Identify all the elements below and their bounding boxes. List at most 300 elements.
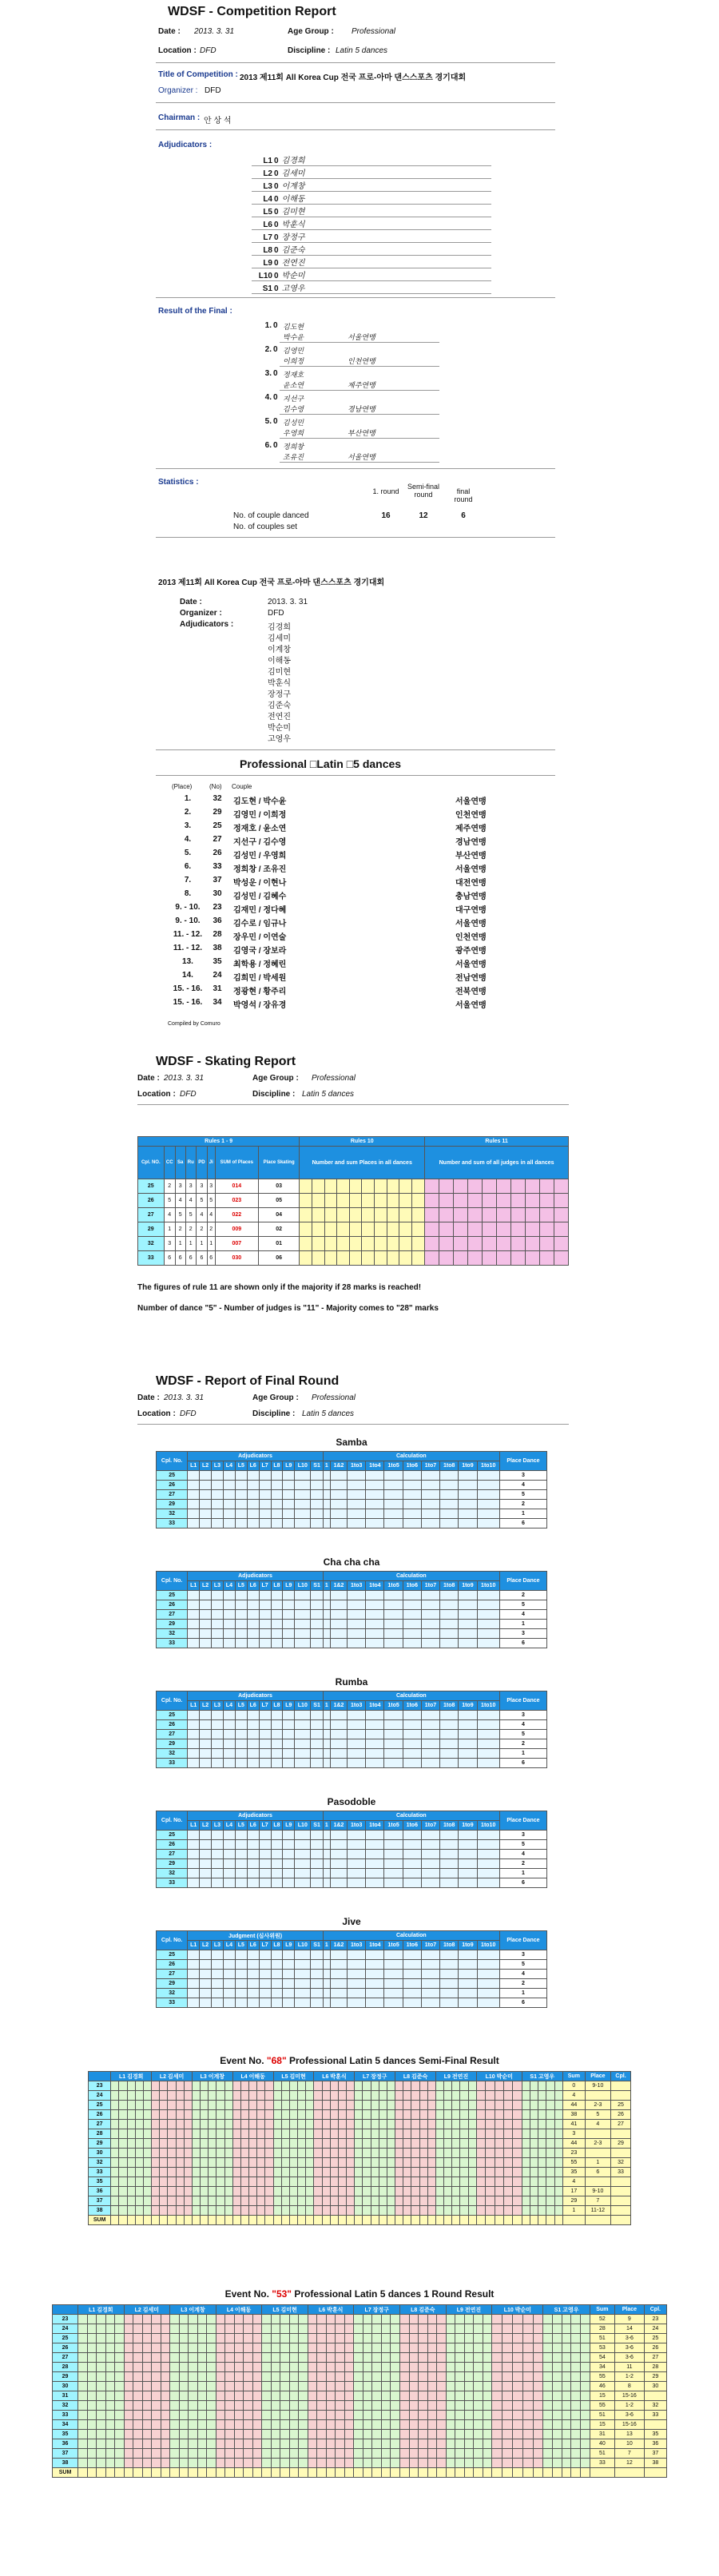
mark-cell — [437, 2353, 447, 2363]
mark-cell — [533, 2363, 543, 2372]
mark-cell — [189, 2420, 198, 2430]
mark-cell — [446, 2391, 455, 2401]
adjudicator-code-suffix: 0 — [274, 259, 279, 268]
judge-mark — [200, 1600, 212, 1610]
dance-place: 5 — [207, 1194, 215, 1208]
mark-cell — [562, 2343, 571, 2353]
mark-cell — [371, 2177, 379, 2187]
mark-cell — [78, 2459, 88, 2468]
calc-cell — [403, 1620, 421, 1629]
mark-cell — [530, 2110, 538, 2120]
mark-cell — [289, 2081, 297, 2091]
mark-cell — [142, 2324, 152, 2334]
mark-cell — [460, 2158, 468, 2168]
mark-cell — [436, 2149, 444, 2158]
judge-mark — [200, 1490, 212, 1500]
mark-cell — [184, 2177, 192, 2187]
mark-cell — [379, 2158, 387, 2168]
mark-cell — [400, 2382, 410, 2391]
dance-place: 5 — [164, 1194, 175, 1208]
place-skating: 01 — [258, 1237, 299, 1251]
mark-cell — [161, 2334, 170, 2343]
mark-cell — [476, 2101, 485, 2110]
mark-cell — [289, 2411, 299, 2420]
judge-mark — [212, 1970, 224, 1979]
calc-cell — [384, 1840, 403, 1850]
cpl-no: 25 — [157, 1831, 188, 1840]
mark-cell — [179, 2315, 189, 2324]
mark-cell — [543, 2391, 553, 2401]
mark-cell — [133, 2401, 143, 2411]
cpl-no: 28 — [53, 2363, 78, 2372]
result-partner-2: 김수영 — [283, 405, 304, 413]
mark-cell — [437, 2449, 447, 2459]
calc-cell — [421, 1739, 439, 1749]
mark-cell — [152, 2420, 161, 2430]
rule11-cell — [439, 1208, 454, 1222]
mark-cell — [381, 2449, 391, 2459]
right-header: Place — [585, 2072, 610, 2081]
judge-header: L2 김세미 — [152, 2072, 193, 2081]
calc-col: 1 — [323, 1701, 330, 1711]
judge-mark — [283, 1720, 295, 1730]
mark-cell — [197, 2401, 207, 2411]
calc-cell — [477, 1509, 499, 1519]
mark-cell — [486, 2196, 495, 2206]
mark-cell — [395, 2101, 403, 2110]
mark-cell — [280, 2411, 290, 2420]
dance-row — [157, 1629, 547, 1639]
sum-cell — [179, 2468, 189, 2478]
rule10-cell — [337, 1251, 350, 1266]
rule10-cell — [399, 1251, 412, 1266]
mark-cell — [289, 2101, 297, 2110]
mark-cell — [427, 2091, 435, 2101]
mark-cell — [184, 2101, 192, 2110]
mark-cell — [436, 2158, 444, 2168]
rl-no: 38 — [213, 944, 222, 952]
mark-cell — [363, 2343, 372, 2353]
mark-cell — [135, 2120, 143, 2129]
calc-cell — [323, 1979, 330, 1989]
next-cpl-cell: 33 — [611, 2168, 631, 2177]
rl-place: 15. - 16. — [173, 998, 203, 1007]
results-list-section — [0, 559, 719, 1055]
rule11-cell — [425, 1194, 439, 1208]
mark-cell — [446, 2430, 455, 2439]
mark-cell — [115, 2449, 125, 2459]
mark-cell — [409, 2459, 419, 2468]
calc-cell — [459, 1850, 477, 1859]
place-cell: 10 — [615, 2439, 645, 2449]
mark-cell — [513, 2091, 522, 2101]
calc-col: 1to5 — [384, 1821, 403, 1831]
mark-cell — [436, 2206, 444, 2216]
mark-cell — [135, 2101, 143, 2110]
judge-mark — [188, 1600, 200, 1610]
mark-cell — [372, 2430, 382, 2439]
mark-cell — [562, 2391, 571, 2401]
mark-cell — [492, 2411, 503, 2420]
mark-cell — [127, 2101, 135, 2110]
mark-cell — [338, 2081, 346, 2091]
mark-cell — [403, 2129, 411, 2139]
mark-cell — [111, 2206, 119, 2216]
mark-cell — [240, 2168, 248, 2177]
mark-cell — [553, 2420, 562, 2430]
mark-cell — [522, 2158, 530, 2168]
rl-no: 25 — [213, 821, 222, 830]
judge-mark — [295, 1620, 311, 1629]
rl-club: 대전연맹 — [455, 879, 487, 888]
mark-cell — [280, 2449, 290, 2459]
mark-cell — [371, 2139, 379, 2149]
cpl-header: Cpl. No. — [157, 1811, 188, 1831]
adjudicator-code-suffix: 0 — [274, 157, 279, 165]
mark-cell — [216, 2139, 224, 2149]
calc-cell — [348, 1878, 366, 1888]
calc-cell — [323, 1519, 330, 1529]
mark-cell — [201, 2081, 209, 2091]
mark-cell — [503, 2315, 513, 2324]
mark-cell — [97, 2449, 106, 2459]
judge-mark — [271, 1998, 283, 2008]
mark-cell — [317, 2334, 327, 2343]
calc-col: 1to4 — [366, 1941, 384, 1950]
mark-cell — [363, 2129, 371, 2139]
mark-cell — [207, 2439, 216, 2449]
mark-cell — [252, 2324, 262, 2334]
judge-mark — [188, 1970, 200, 1979]
rule11-cell — [554, 1251, 568, 1266]
calc-cell — [323, 1739, 330, 1749]
mark-cell — [419, 2129, 427, 2139]
mark-cell — [354, 2334, 363, 2343]
adjudicator-code-suffix: 0 — [274, 208, 279, 217]
judge-mark — [200, 1629, 212, 1639]
sum-cell — [322, 2216, 330, 2225]
mark-cell — [265, 2081, 273, 2091]
judge-mark — [235, 1998, 247, 2008]
cpl-no: 25 — [89, 2101, 111, 2110]
judge-col: L4 — [223, 1701, 235, 1711]
mark-cell — [201, 2177, 209, 2187]
dance-table — [156, 1571, 547, 1648]
calc-col: 1to10 — [477, 1941, 499, 1950]
place-dance: 3 — [499, 1831, 546, 1840]
sum-cell: 35 — [563, 2168, 586, 2177]
judge-mark — [311, 1591, 323, 1600]
mark-cell — [580, 2449, 590, 2459]
mark-cell — [379, 2187, 387, 2196]
mark-cell — [363, 2363, 372, 2372]
mark-cell — [299, 2363, 308, 2372]
mark-cell — [400, 2363, 410, 2372]
mark-cell — [262, 2430, 272, 2439]
mark-cell — [160, 2081, 168, 2091]
mark-cell — [257, 2091, 265, 2101]
mark-cell — [216, 2149, 224, 2158]
judge-mark — [223, 1869, 235, 1878]
mark-cell — [355, 2110, 363, 2120]
competition-report — [0, 0, 719, 551]
mark-cell — [280, 2391, 290, 2401]
event-title: Professional Latin 5 dances Semi-Final Result — [289, 2055, 499, 2066]
adjudicator-code-suffix: 0 — [274, 233, 279, 242]
mark-cell — [265, 2168, 273, 2177]
mark-cell — [492, 2334, 503, 2343]
next-cpl-cell: 33 — [644, 2411, 666, 2420]
mark-cell — [338, 2177, 346, 2187]
mark-cell — [427, 2110, 435, 2120]
mark-cell — [381, 2459, 391, 2468]
mark-cell — [192, 2101, 200, 2110]
mark-cell — [160, 2129, 168, 2139]
location-value: DFD — [200, 46, 216, 55]
cpl-no: 29 — [157, 1859, 188, 1869]
mark-cell — [354, 2391, 363, 2401]
mark-cell — [143, 2129, 151, 2139]
mark-cell — [189, 2363, 198, 2372]
mark-cell — [207, 2420, 216, 2430]
judge-mark — [212, 1998, 224, 2008]
sum-cell — [411, 2216, 419, 2225]
next-cpl-cell: 25 — [611, 2101, 631, 2110]
mark-cell — [299, 2449, 308, 2459]
calc-cell — [330, 1869, 347, 1878]
mark-cell — [111, 2168, 119, 2177]
mark-cell — [271, 2334, 280, 2343]
judge-col: L10 — [295, 1461, 311, 1471]
mark-cell — [192, 2110, 200, 2120]
rule11-cell — [496, 1194, 510, 1208]
rule11-cell — [454, 1237, 468, 1251]
mark-cell — [538, 2139, 546, 2149]
sum-places: 014 — [215, 1179, 258, 1194]
mark-cell — [338, 2120, 346, 2129]
calc-cell — [348, 1600, 366, 1610]
mark-cell — [476, 2187, 485, 2196]
rule11-cell — [467, 1194, 482, 1208]
judge-mark — [259, 1600, 271, 1610]
mark-cell — [437, 2420, 447, 2430]
mark-cell — [280, 2343, 290, 2353]
mark-cell — [546, 2091, 554, 2101]
judge-mark — [259, 1869, 271, 1878]
calc-cell — [477, 1998, 499, 2008]
mark-cell — [168, 2149, 176, 2158]
mark-cell — [322, 2110, 330, 2120]
calc-cell — [421, 1629, 439, 1639]
judge-mark — [311, 1859, 323, 1869]
calc-cell — [348, 1500, 366, 1509]
mark-cell — [495, 2110, 503, 2120]
calc-cell — [384, 1970, 403, 1979]
mark-cell — [115, 2420, 125, 2430]
judge-mark — [283, 1519, 295, 1529]
mark-cell — [87, 2315, 97, 2324]
skating-col: PD — [196, 1147, 207, 1179]
mark-cell — [78, 2449, 88, 2459]
rule10-cell — [312, 1251, 324, 1266]
judge-mark — [295, 1970, 311, 1979]
judge-mark — [271, 1500, 283, 1509]
mark-cell — [419, 2149, 427, 2158]
mark-cell — [224, 2187, 232, 2196]
dance-place: 2 — [196, 1222, 207, 1237]
judge-mark — [200, 1481, 212, 1490]
mark-cell — [306, 2187, 314, 2196]
sum-row — [89, 2216, 631, 2225]
mark-cell — [249, 2101, 257, 2110]
calc-cell — [440, 1500, 459, 1509]
mark-cell — [363, 2315, 372, 2324]
place-cell: 7 — [585, 2196, 610, 2206]
mark-cell — [446, 2411, 455, 2420]
mark-cell — [419, 2363, 428, 2372]
skating-col: Place Skating — [258, 1147, 299, 1179]
mark-cell — [571, 2401, 581, 2411]
mark-cell — [232, 2177, 240, 2187]
next-cpl-cell: 35 — [644, 2430, 666, 2439]
mark-cell — [105, 2343, 115, 2353]
result-row — [53, 2315, 667, 2324]
stat-row-label: No. of couple danced — [233, 511, 309, 520]
mark-cell — [232, 2158, 240, 2168]
sum-cell — [554, 2216, 562, 2225]
calc-cell — [459, 1989, 477, 1998]
calc-cell — [330, 1989, 347, 1998]
calc-cell — [348, 1970, 366, 1979]
calc-cell — [330, 1739, 347, 1749]
right-header: Cpl. — [644, 2305, 666, 2315]
rl-club: 전북연맹 — [455, 988, 487, 996]
judge-mark — [212, 1500, 224, 1509]
calc-col: 1&2 — [330, 1461, 347, 1471]
calc-cell — [384, 1960, 403, 1970]
mark-cell — [234, 2353, 244, 2363]
mark-cell — [444, 2168, 452, 2177]
calc-cell — [330, 1998, 347, 2008]
place-header: Place Dance — [499, 1931, 546, 1950]
mark-cell — [244, 2459, 253, 2468]
mark-cell — [105, 2411, 115, 2420]
mark-cell — [522, 2139, 530, 2149]
dance-name: Pasodoble — [327, 1796, 376, 1807]
mark-cell — [391, 2449, 400, 2459]
judge-header: L5 김미현 — [273, 2072, 314, 2081]
mark-cell — [452, 2196, 460, 2206]
mark-cell — [387, 2110, 395, 2120]
mark-cell — [192, 2158, 200, 2168]
mark-cell — [168, 2091, 176, 2101]
mark-cell — [152, 2439, 161, 2449]
result-place-suffix: 0 — [273, 345, 278, 354]
mark-cell — [326, 2343, 336, 2353]
result-club: 제주연맹 — [348, 381, 375, 389]
mark-cell — [189, 2372, 198, 2382]
mark-cell — [355, 2081, 363, 2091]
mark-cell — [298, 2120, 306, 2129]
mark-cell — [289, 2430, 299, 2439]
mark-cell — [257, 2120, 265, 2129]
mark-cell — [179, 2363, 189, 2372]
mark-cell — [330, 2110, 338, 2120]
sum-cell — [192, 2216, 200, 2225]
mark-cell — [411, 2187, 419, 2196]
mark-cell — [234, 2363, 244, 2372]
adjudicator-row — [252, 256, 491, 268]
judge-col: S1 — [311, 1581, 323, 1591]
mark-cell — [124, 2334, 133, 2343]
mark-cell — [513, 2187, 522, 2196]
mark-cell — [143, 2149, 151, 2158]
calc-cell — [384, 1629, 403, 1639]
judge-mark — [200, 1610, 212, 1620]
sum-cell — [224, 2216, 232, 2225]
result-place-suffix: 0 — [273, 321, 278, 330]
mark-cell — [160, 2206, 168, 2216]
rl-no: 24 — [213, 971, 222, 980]
judge-mark — [188, 1720, 200, 1730]
rule10-cell — [399, 1237, 412, 1251]
judge-col: L1 — [188, 1581, 200, 1591]
mark-cell — [486, 2139, 495, 2149]
mark-cell — [299, 2372, 308, 2382]
judge-mark — [235, 1970, 247, 1979]
mark-cell — [336, 2449, 345, 2459]
mark-cell — [322, 2139, 330, 2149]
judge-mark — [188, 1481, 200, 1490]
mark-cell — [553, 2353, 562, 2363]
judge-mark — [200, 1960, 212, 1970]
judge-mark — [283, 1831, 295, 1840]
calc-header: Calculation — [323, 1452, 499, 1461]
rule11-cell — [467, 1179, 482, 1194]
result-club: 부산연맹 — [348, 429, 375, 437]
rule10-cell — [312, 1194, 324, 1208]
mark-cell — [372, 2315, 382, 2324]
mark-cell — [152, 2091, 160, 2101]
mark-cell — [234, 2439, 244, 2449]
mark-cell — [271, 2372, 280, 2382]
calc-cell — [384, 1591, 403, 1600]
mark-cell — [419, 2091, 427, 2101]
mark-cell — [168, 2196, 176, 2206]
result-divider — [280, 366, 439, 367]
result-row — [53, 2420, 667, 2430]
mark-cell — [308, 2391, 317, 2401]
mark-cell — [97, 2420, 106, 2430]
mark-cell — [538, 2081, 546, 2091]
calc-header: Calculation — [323, 1931, 499, 1941]
mark-cell — [240, 2206, 248, 2216]
sum-cell — [244, 2468, 253, 2478]
judge-mark — [295, 1610, 311, 1620]
calc-col: 1to8 — [440, 1461, 459, 1471]
cpl-header — [89, 2072, 111, 2081]
mark-cell — [522, 2334, 533, 2343]
mark-cell — [133, 2382, 143, 2391]
calc-cell — [403, 1878, 421, 1888]
sk-discipline-label: Discipline : — [252, 1090, 296, 1099]
mark-cell — [192, 2129, 200, 2139]
judge-mark — [235, 1711, 247, 1720]
mark-cell — [209, 2206, 216, 2216]
calc-cell — [403, 1481, 421, 1490]
judge-mark — [311, 1500, 323, 1509]
dance-place: 2 — [185, 1222, 196, 1237]
